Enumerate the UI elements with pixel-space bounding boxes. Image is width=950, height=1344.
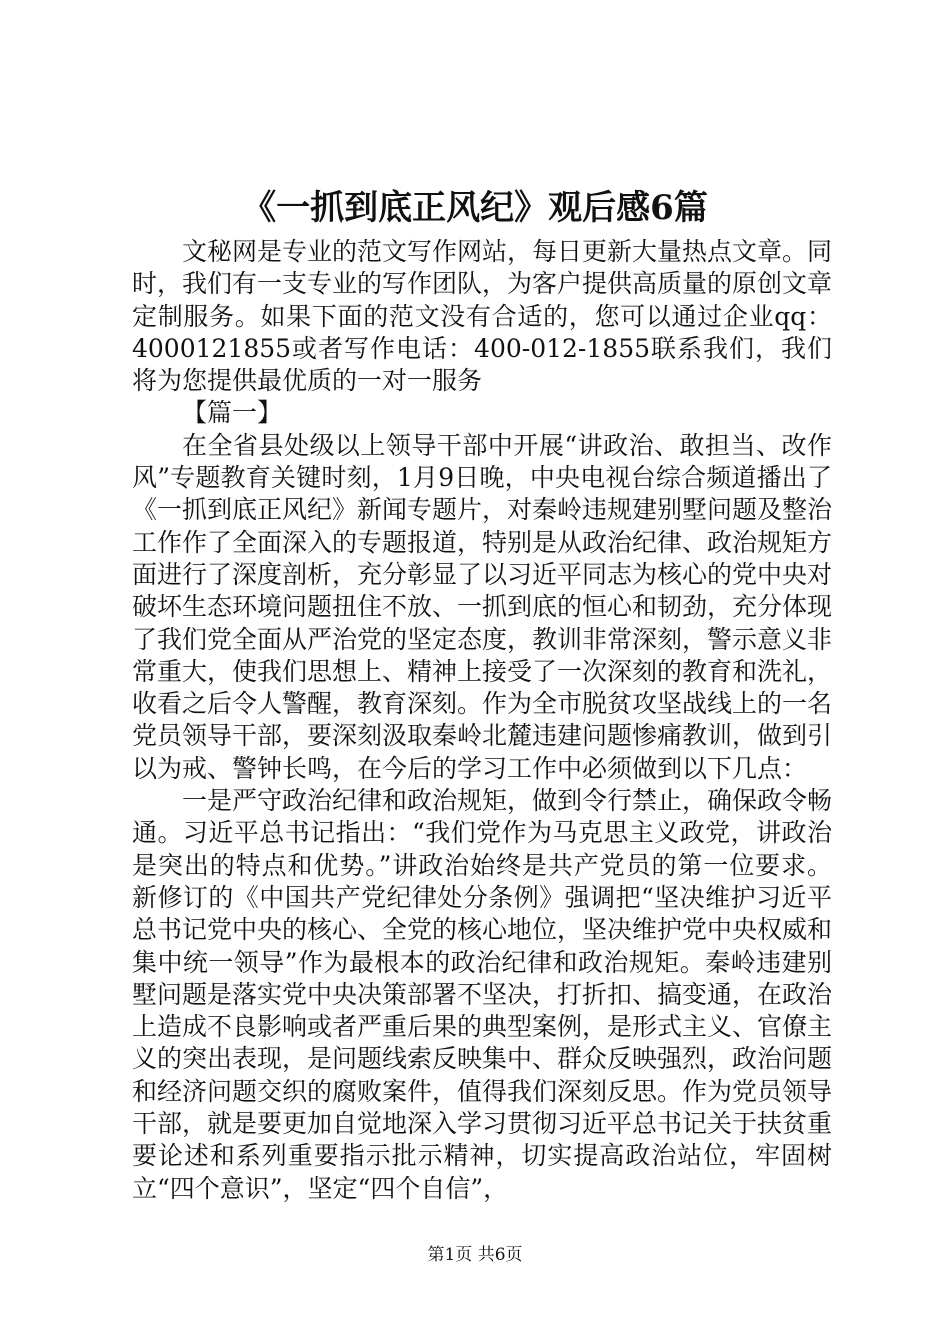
document-body [132, 236, 832, 1205]
intro-paragraph: 文秘网是专业的范文写作网站，每日更新大量热点文章。同时，我们有一支专业的写作团队，为客户提供高质量的原创文章定制服务。如果下面的范文没有合适的，您可以通过企业qq：4000121855或者写作电话：400-012-1855联系我们，我们将为您提供最优质的一对一服务 [132, 237, 833, 396]
page-footer: 第1页 共6页 [427, 1245, 523, 1265]
body-paragraph: 一是严守政治纪律和政治规矩，做到令行禁止，确保政令畅通。习近平总书记指出：“我们党作为马克思主义政党，讲政治是突出的特点和优势。”讲政治始终是共产党员的第一位要求。新修订的《中国共产党纪律处分条例》强调把“坚决维护习近平总书记党中央的核心、全党的核心地位，坚决维护党中央权威和集中统一领导”作为最根本的政治纪律和政治规矩。秦岭违建别墅问题是落实党中央决策部署不坚决，打折扣、搞变通，在政治上造成不良影响或者严重后果的典型案例，是形式主义、官僚主义的突出表现，是问题线索反映集中、群众反映强烈，政治问题和经济问题交织的腐败案件，值得我们深刻反思。作为党员领导干部，就是要更加自觉地深入学习贯彻习近平总书记关于扶贫重要论述和系列重要指示批示精神，切实提高政治站位，牢固树立“四个意识”，坚定“四个自信”， [132, 786, 833, 1203]
document-title: 《一抓到底正风纪》观后感6篇 [242, 188, 708, 228]
section-heading: 【篇一】 [182, 398, 283, 428]
body-paragraph: 在全省县处级以上领导干部中开展“讲政治、敢担当、改作风”专题教育关键时刻，1月9日晚，中央电视台综合频道播出了《一抓到底正风纪》新闻专题片，对秦岭违规建别墅问题及整治工作作了全面深入的专题报道，特别是从政治纪律、政治规矩方面进行了深度剖析，充分彰显了以习近平同志为核心的党中央对破坏生态环境问题扭住不放、一抓到底的恒心和韧劲，充分体现了我们党全面从严治党的坚定态度，教训非常深刻，警示意义非常重大，使我们思想上、精神上接受了一次深刻的教育和洗礼，收看之后令人警醒，教育深刻。作为全市脱贫攻坚战线上的一名党员领导干部，要深刻汲取秦岭北麓违建问题惨痛教训，做到引以为戒、警钟长鸣，在今后的学习工作中必须做到以下几点： [132, 430, 833, 783]
